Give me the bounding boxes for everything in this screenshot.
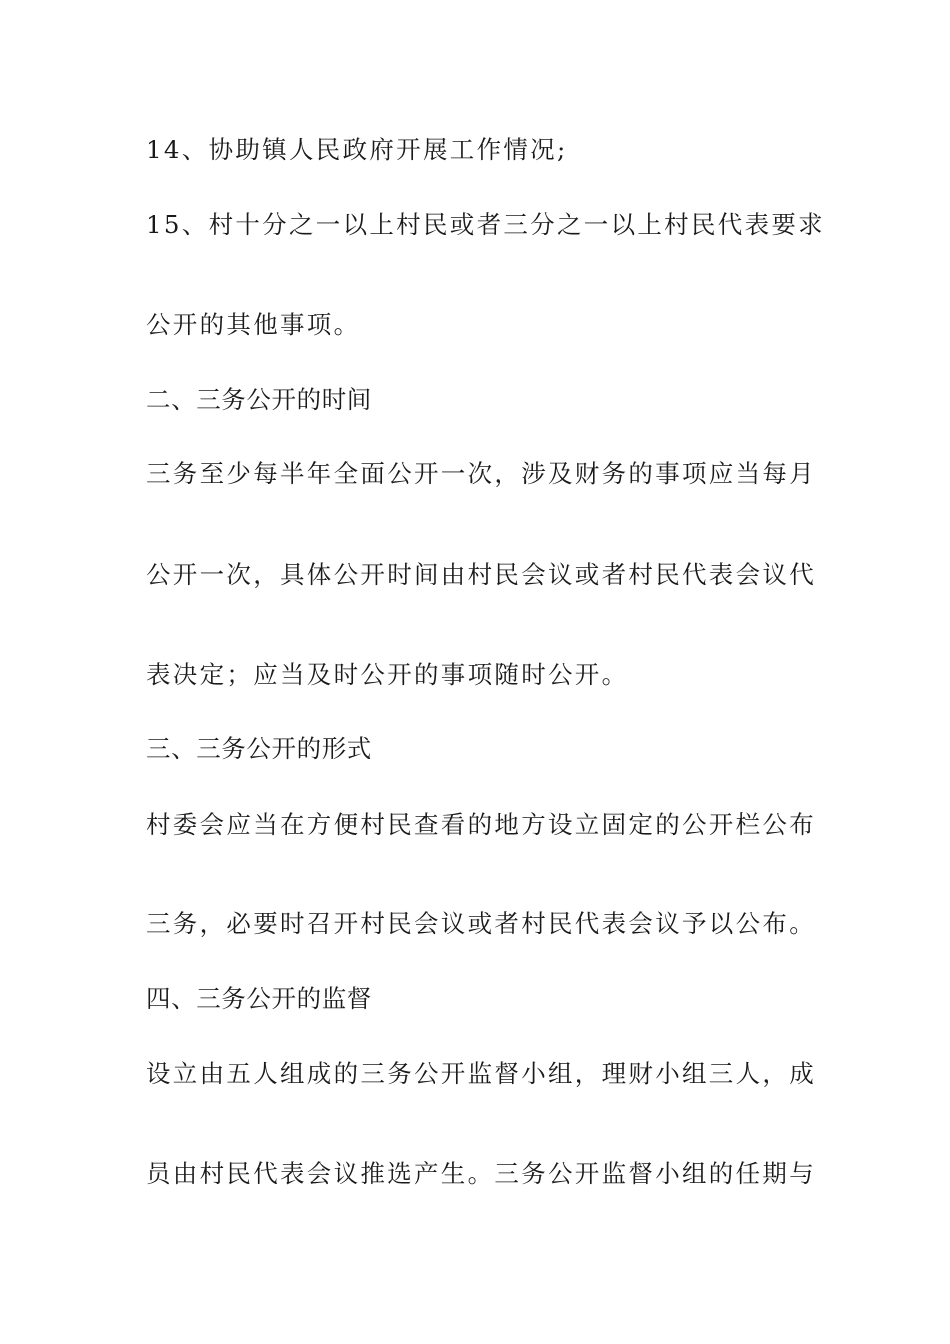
item-15-text-line1: 15、村十分之一以上村民或者三分之一以上村民代表要求 (146, 210, 825, 239)
section-heading-time: 二、三务公开的时间 (146, 385, 372, 414)
section-form-paragraph-line2: 三务，必要时召开村民会议或者村民代表会议予以公布。 (146, 909, 816, 938)
section-time-paragraph-line3: 表决定；应当及时公开的事项随时公开。 (146, 660, 629, 689)
item-14-text: 14、协助镇人民政府开展工作情况; (146, 135, 568, 164)
section-time-paragraph-line2: 公开一次，具体公开时间由村民会议或者村民代表会议代 (146, 560, 816, 589)
section-time-paragraph-line1: 三务至少每半年全面公开一次，涉及财务的事项应当每月 (146, 459, 816, 488)
section-heading-supervision: 四、三务公开的监督 (146, 984, 372, 1013)
section-supervision-paragraph-line2: 员由村民代表会议推选产生。三务公开监督小组的任期与 (146, 1159, 816, 1188)
item-15-text-line2: 公开的其他事项。 (146, 310, 361, 339)
section-supervision-paragraph-line1: 设立由五人组成的三务公开监督小组，理财小组三人，成 (146, 1059, 816, 1088)
section-form-paragraph-line1: 村委会应当在方便村民查看的地方设立固定的公开栏公布 (146, 810, 816, 839)
section-heading-form: 三、三务公开的形式 (146, 734, 372, 763)
